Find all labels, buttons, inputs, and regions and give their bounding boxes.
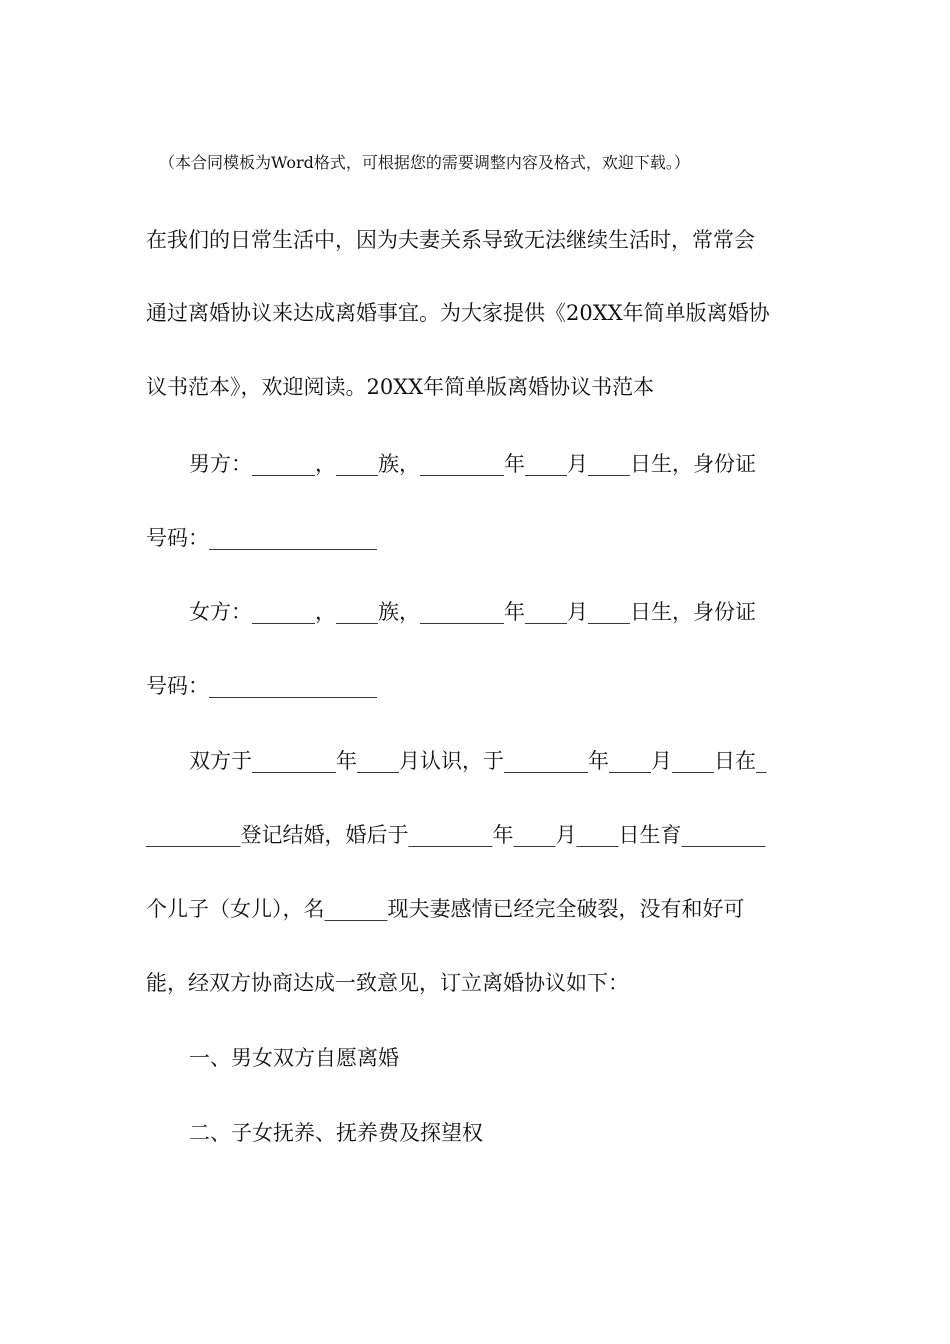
marriage-line-1: 双方于________年____月认识，于________年____月____日在_ xyxy=(189,749,767,773)
female-party-line: 女方：______，____族，________年____月____日生，身份证 xyxy=(189,600,756,624)
female-id-line: 号码：________________ xyxy=(146,674,377,698)
marriage-line-4: 能，经双方协商达成一致意见，订立离婚协议如下： xyxy=(146,971,629,995)
marriage-line-3: 个儿子（女儿），名______现夫妻感情已经完全破裂，没有和好可 xyxy=(146,897,745,921)
clause-two: 二、子女抚养、抚养费及探望权 xyxy=(189,1121,483,1145)
marriage-line-2: _________登记结婚，婚后于________年____月____日生育________ xyxy=(146,823,766,847)
male-party-line: 男方：______，____族，________年____月____日生，身份证 xyxy=(189,452,756,476)
intro-line-3: 议书范本》，欢迎阅读。20XX年简单版离婚协议书范本 xyxy=(146,375,655,399)
template-note: （本合同模板为Word格式，可根据您的需要调整内容及格式，欢迎下载。） xyxy=(159,153,690,172)
intro-line-1: 在我们的日常生活中，因为夫妻关系导致无法继续生活时，常常会 xyxy=(146,228,755,252)
clause-one: 一、男女双方自愿离婚 xyxy=(189,1046,399,1070)
intro-line-2: 通过离婚协议来达成离婚事宜。为大家提供《20XX年简单版离婚协 xyxy=(146,301,770,325)
male-id-line: 号码：________________ xyxy=(146,526,377,550)
